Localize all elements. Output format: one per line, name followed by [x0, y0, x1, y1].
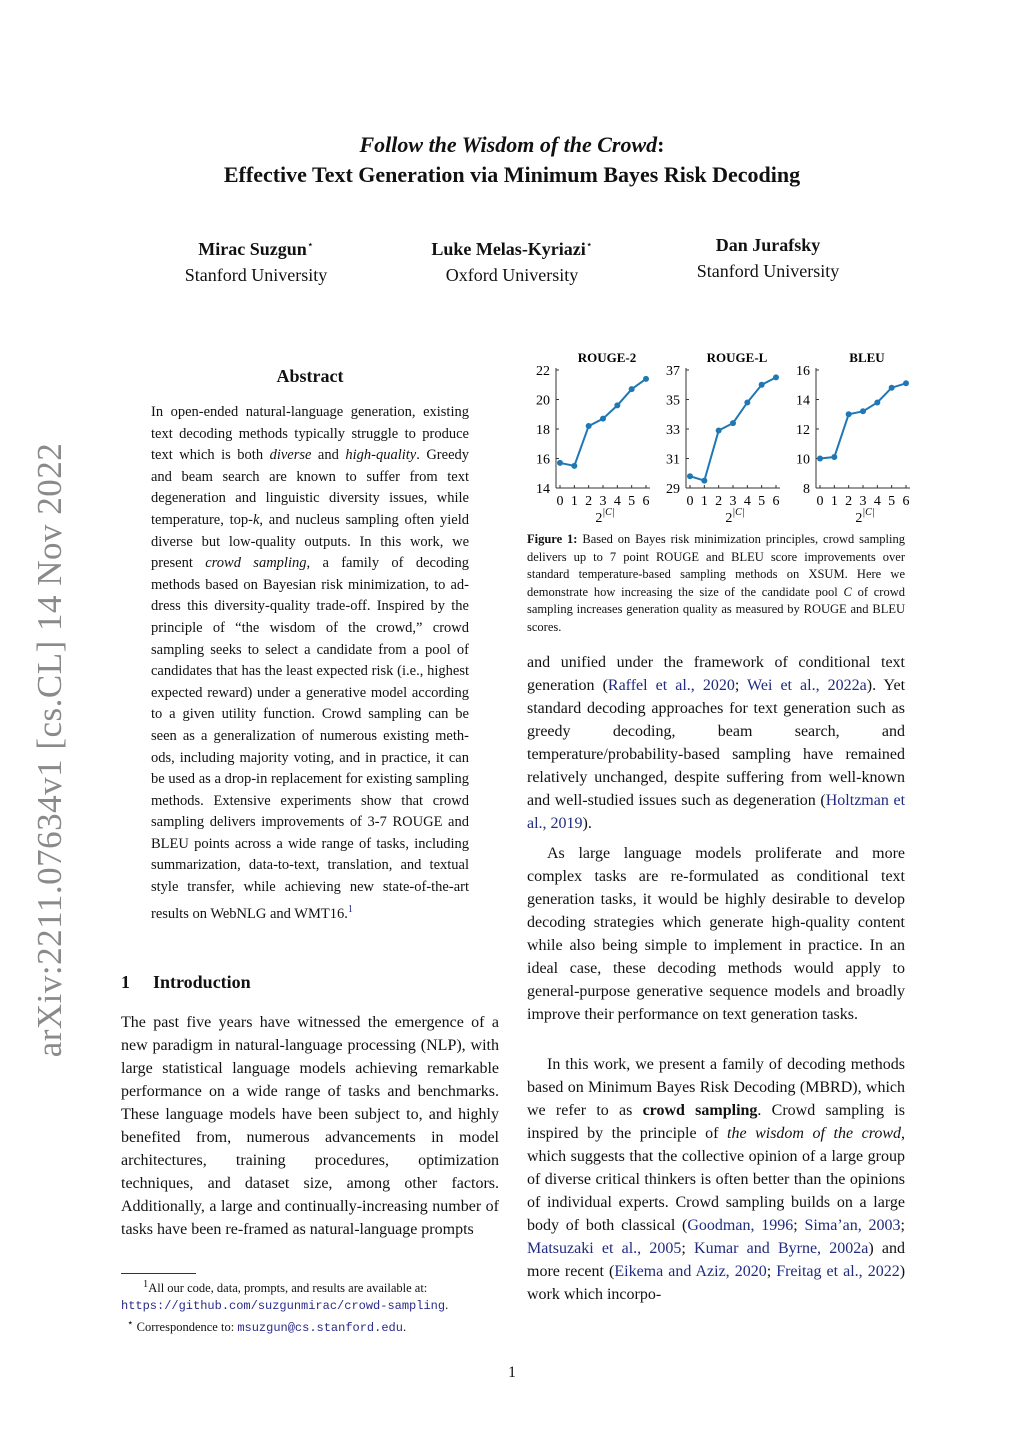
data-point	[874, 399, 880, 405]
y-tick-label: 22	[536, 364, 550, 379]
citation-link[interactable]: Eikema and Aziz, 2020	[614, 1263, 767, 1280]
y-tick-label: 14	[536, 482, 550, 497]
y-tick-label: 8	[803, 482, 810, 497]
footnote-link[interactable]: 1	[347, 903, 353, 915]
title-line-1: Follow the Wisdom of the Crowd	[359, 132, 658, 157]
x-tick-label: 5	[758, 494, 766, 509]
author-name: Luke Melas-Kyriazi	[431, 239, 586, 259]
x-tick-label: 0	[556, 494, 564, 509]
data-point	[600, 416, 606, 422]
abstract-body: In open-ended natural-language generation, existing text decoding methods typically struggle to produce text which is both diverse and high-quality. Greedy and beam search are known to suffer from text degeneration and linguistic diversity issues, while temperature, top-k, and nucleus sampling often yield diverse but low-quality outputs. In this work, we present crowd sampling, a family of decoding methods based on Bayesian risk minimization, to address this diversity-quality trade-off. Inspired by the principle of “the wisdom of the crowd,” crowd sampling seeks to select a candidate from a pool of candidates that has the least expected risk (i.e., highest expected reward) under a generative model according to a given utility function. Crowd sampling can be seen as a generalization of numerous existing methods, including majority voting, and in practice, it can be used as a drop-in replacement for existing sampling methods. Extensive experiments show that crowd sampling delivers improvements of 3-7 ROUGE and BLEU points across a wide range of tasks, including summarization, data-to-text, translation, and textual style transfer, while achieving new state-of-the-art results on WebNLG and WMT16.$^1$	[151, 404, 470, 922]
abstract-heading: Abstract	[276, 366, 344, 386]
y-tick-label: 16	[796, 364, 810, 379]
author-mark: ⋆	[306, 239, 314, 251]
author-affiliation: Stanford University	[696, 261, 840, 281]
x-tick-label: 2	[585, 494, 593, 509]
paper-title	[0, 130, 1024, 190]
data-point	[716, 427, 722, 433]
x-tick-label: 3	[599, 494, 607, 509]
footnote-text: All our code, data, prompts, and results are available at:	[148, 1281, 428, 1296]
chart-bleu	[782, 348, 912, 528]
page-number: 1	[508, 1364, 516, 1381]
footnote-text: Correspondence to:	[133, 1320, 238, 1335]
data-point	[773, 374, 779, 380]
citation-link[interactable]: Kumar and Byrne, 2002a	[694, 1240, 869, 1257]
author-name: Mirac Suzgun	[198, 239, 307, 259]
x-tick-label: 1	[700, 494, 708, 509]
x-tick-label: 3	[859, 494, 867, 509]
footnotes: $^1$All our code, data, prompts, and results are available at: https://github.com/suzgunmirac/crowd-sampling. ⋆ Correspondence to: msuzgun@cs.stanford.edu.	[121, 1279, 449, 1336]
data-point	[759, 382, 765, 388]
data-point	[629, 386, 635, 392]
data-point	[701, 478, 707, 484]
footnote-star: ⋆	[127, 1318, 134, 1330]
x-axis-label: $2^{|C|}$	[855, 507, 875, 526]
citation-link[interactable]: Raffel et al., 2020	[607, 677, 735, 694]
arxiv-stamp	[20, 440, 80, 1060]
x-tick-label: 4	[743, 494, 751, 509]
github-link[interactable]: https://github.com/suzgunmirac/crowd-sampling	[121, 1299, 446, 1314]
y-tick-label: 10	[796, 452, 810, 468]
arxiv-id: arXiv:2211.07634v1 [cs.CL] 14 Nov 2022	[30, 442, 69, 1058]
x-tick-label: 0	[816, 494, 824, 509]
data-point	[557, 460, 563, 466]
section-title: Introduction	[153, 972, 251, 992]
x-tick-label: 4	[873, 494, 881, 509]
chart-title: BLEU	[849, 350, 885, 365]
title-line-2: Effective Text Generation via Minimum Bayes Risk Decoding	[223, 162, 801, 187]
author-list	[128, 232, 896, 288]
data-point	[846, 411, 852, 417]
y-tick-label: 35	[666, 393, 680, 409]
citation-link[interactable]: Freitag et al., 2022	[776, 1263, 900, 1280]
author	[384, 232, 640, 288]
data-line	[690, 377, 776, 480]
x-tick-label: 0	[686, 494, 694, 509]
x-axis-label: $2^{|C|}$	[725, 507, 745, 526]
citation-link[interactable]: Goodman, 1996	[687, 1217, 794, 1234]
citation-link[interactable]: Holtzman et al., 2019	[527, 792, 906, 832]
title-colon: :	[657, 132, 665, 157]
figure-caption: Figure 1: Based on Bayes risk minimization principles, crowd sampling delivers up to 7 point ROUGE and BLEU score improvements over standard temperature-based sampling methods on XSUM. Here we demonstrate how increasing the size of the candidate pool C of crowd sampling increases generation quality as measured by ROUGE and BLEU scores.	[527, 532, 906, 634]
author-mark: ⋆	[585, 239, 593, 251]
data-point	[614, 402, 620, 408]
y-tick-label: 31	[666, 452, 680, 468]
data-point	[831, 454, 837, 460]
y-tick-label: 29	[666, 482, 680, 497]
y-tick-label: 20	[536, 393, 550, 409]
author-name: Dan Jurafsky	[715, 235, 821, 255]
data-point	[860, 408, 866, 414]
y-tick-label: 16	[536, 452, 550, 468]
x-axis-label: $2^{|C|}$	[595, 507, 615, 526]
author	[640, 232, 896, 288]
figure-label: Figure 1:	[527, 532, 578, 546]
data-point	[687, 473, 693, 479]
section-number: 1	[121, 972, 130, 992]
chart-rouge-l	[652, 348, 782, 528]
y-tick-label: 33	[666, 423, 680, 438]
intro-right-paragraph-3: In this work, we present a family of decoding methods based on Minimum Bayes Risk Decoding (MBRD), which we refer to as crowd sampling. Crowd sampling is inspired by the principle of the wisdom of the crowd, which suggests that the collective opinion of a large group of diverse critical thinkers is often better than the opinions of individual experts. Crowd sampling builds on a large body of both classical (Goodman, 1996; Sima’an, 2003; Matsuzaki et al., 2005; Kumar and Byrne, 2002a) and more recent (Eikema and Aziz, 2020; Freitag et al., 2022) work which incorpo-	[527, 1056, 906, 1303]
citation-link[interactable]: Sima’an, 2003	[804, 1217, 901, 1234]
footnote-mark: 1	[143, 1279, 149, 1290]
y-tick-label: 14	[796, 393, 810, 409]
x-tick-label: 6	[642, 494, 650, 509]
data-point	[643, 376, 649, 382]
x-tick-label: 4	[613, 494, 621, 509]
intro-right-paragraph-1: and unified under the framework of conditional text generation (Raffel et al., 2020; Wei et al., 2022a). Yet standard decoding approaches for text generation such as greedy decoding, beam search, and temperature/probability-based sampling have remained relatively unchanged, despite suffering from well-known and well-studied issues such as degeneration (Holtzman et al., 2019).	[527, 654, 906, 832]
author-affiliation: Stanford University	[184, 265, 328, 285]
x-tick-label: 5	[628, 494, 636, 509]
y-tick-label: 18	[536, 423, 550, 438]
section-heading-introduction	[121, 972, 251, 993]
x-tick-label: 1	[570, 494, 578, 509]
author-affiliation: Oxford University	[445, 265, 579, 285]
x-tick-label: 1	[830, 494, 838, 509]
data-line	[560, 379, 646, 466]
y-tick-label: 12	[796, 423, 810, 438]
intro-left-paragraph: The past five years have witnessed the emergence of a new paradigm in natural-language processing (NLP), with large statistical language models achieving remarkable performance on a wide range of tasks and benchmarks. These language models have been subject to, and highly benefited from, numerous advancements in model architectures, training procedures, optimization techniques, and dataset size, among other factors. Additionally, a large and continually-increasing number of tasks have been re-framed as natural-language prompts	[121, 1014, 499, 1238]
author	[128, 232, 384, 288]
data-point	[571, 463, 577, 469]
chart-rouge-2	[522, 348, 652, 528]
data-point	[903, 380, 909, 386]
data-point	[817, 456, 823, 462]
data-point	[730, 420, 736, 426]
footnote-rule	[121, 1273, 196, 1274]
x-tick-label: 6	[772, 494, 780, 509]
chart-title: ROUGE-L	[706, 350, 768, 365]
citation-link[interactable]: Matsuzaki et al., 2005	[527, 1240, 682, 1257]
x-tick-label: 3	[729, 494, 737, 509]
x-tick-label: 5	[888, 494, 896, 509]
data-point	[889, 385, 895, 391]
x-tick-label: 2	[845, 494, 853, 509]
chart-title: ROUGE-2	[577, 350, 637, 365]
citation-link[interactable]: Wei et al., 2022a	[747, 677, 867, 694]
email-link[interactable]: msuzgun@cs.stanford.edu	[237, 1321, 403, 1336]
data-point	[586, 423, 592, 429]
data-point	[744, 399, 750, 405]
data-line	[820, 383, 906, 458]
intro-right-paragraph-2: As large language models proliferate and more complex tasks are re-formulated as conditional text generation tasks, it would be highly desirable to develop decoding strategies which generate high-quality content while also being simple to implement in practice. In an ideal case, these decoding methods would apply to general-purpose generative sequence models and broadly improve their performance on text generation tasks.	[527, 845, 905, 1023]
x-tick-label: 6	[902, 494, 910, 509]
y-tick-label: 37	[666, 364, 680, 379]
x-tick-label: 2	[715, 494, 723, 509]
